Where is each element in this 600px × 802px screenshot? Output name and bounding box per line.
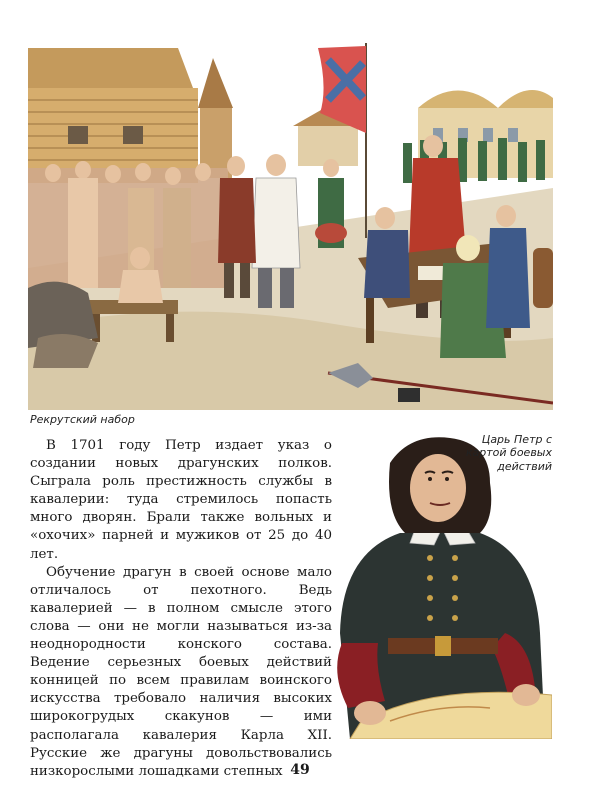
recruitment-illustration bbox=[28, 38, 553, 410]
tsar-peter-portrait bbox=[330, 433, 552, 739]
article-body bbox=[30, 437, 332, 781]
page-number: 49 bbox=[290, 762, 310, 778]
paragraph: В 1701 году Петр издает указ о создании новых драгунских полков. Сыграла роль престижность службы в кавалерии: туда стремилось попасть много дворян. Брали также вольных и «охочих» парней и мужиков от 25 до 40 лет. bbox=[30, 438, 332, 562]
recruits-crowd bbox=[28, 161, 228, 288]
clothes-pile bbox=[28, 282, 98, 368]
paragraph: Обучение драгун в своей основе мало отличалось от пехотного. Ведь кавалерией — в полном смысле этого слова — они не могли называться из-за неоднородности конского состава. Ведение серьезных боевых действий конницей по всем правилам воинского искусства требовало наличия высоких широкогрудых скакунов — ими располагала кавалерия Карла XII. Русские же драгуны довольствовались низкорослыми лошадками степных bbox=[30, 564, 332, 779]
illustration-caption: Рекрутский набор bbox=[30, 413, 135, 426]
portrait-caption: Царь Петр с картой боевых действий bbox=[465, 433, 552, 473]
barrel bbox=[533, 248, 553, 308]
log-house bbox=[28, 48, 198, 183]
